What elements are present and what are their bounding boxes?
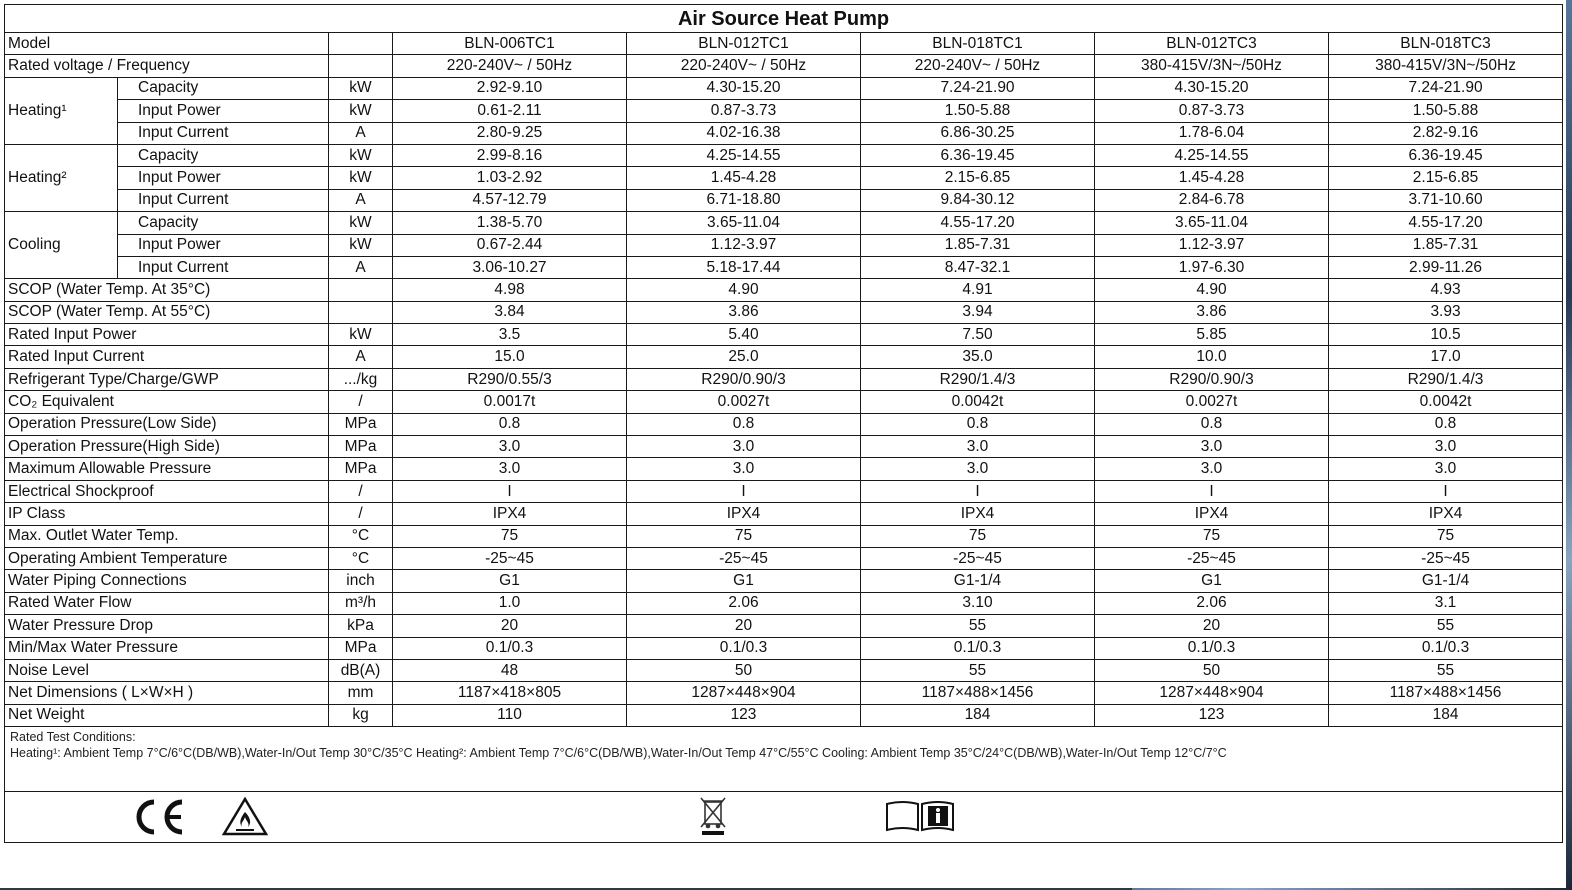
value-cell: 6.86-30.25 <box>861 122 1095 144</box>
value-cell: 220-240V~ / 50Hz <box>627 55 861 77</box>
unit-cell: kW <box>329 212 393 234</box>
row-label: Refrigerant Type/Charge/GWP <box>5 368 329 390</box>
value-cell: 1.45-4.28 <box>1095 167 1329 189</box>
value-cell: 7.24-21.90 <box>861 77 1095 99</box>
value-cell: I <box>393 480 627 502</box>
unit-cell: A <box>329 189 393 211</box>
unit-cell: °C <box>329 547 393 569</box>
unit-cell: kPa <box>329 615 393 637</box>
value-cell: 1.12-3.97 <box>1095 234 1329 256</box>
value-cell: 17.0 <box>1329 346 1563 368</box>
row-label: Noise Level <box>5 659 329 681</box>
value-cell: 1.12-3.97 <box>627 234 861 256</box>
unit-cell: MPa <box>329 436 393 458</box>
unit-cell: kW <box>329 234 393 256</box>
row-label: Operation Pressure(High Side) <box>5 436 329 458</box>
unit-cell: / <box>329 503 393 525</box>
value-cell: -25~45 <box>393 547 627 569</box>
sub-row-label: Capacity <box>118 144 329 166</box>
value-cell: -25~45 <box>861 547 1095 569</box>
sub-row-label: Capacity <box>118 77 329 99</box>
row-label: SCOP (Water Temp. At 35°C) <box>5 279 329 301</box>
value-cell: 2.15-6.85 <box>861 167 1095 189</box>
value-cell: 5.85 <box>1095 324 1329 346</box>
value-cell: G1 <box>393 570 627 592</box>
value-cell: -25~45 <box>1095 547 1329 569</box>
value-cell: 0.0027t <box>1095 391 1329 413</box>
sub-row-label: Input Current <box>118 189 329 211</box>
value-cell: 0.0042t <box>1329 391 1563 413</box>
value-cell: G1 <box>1095 570 1329 592</box>
model-name: BLN-018TC1 <box>861 33 1095 55</box>
unit-cell: MPa <box>329 458 393 480</box>
value-cell: 2.84-6.78 <box>1095 189 1329 211</box>
group-label: Heating² <box>5 144 118 211</box>
table-row <box>5 682 1563 704</box>
value-cell: 184 <box>1329 704 1563 726</box>
model-name: BLN-012TC1 <box>627 33 861 55</box>
value-cell: 2.99-8.16 <box>393 144 627 166</box>
value-cell: 1287×448×904 <box>627 682 861 704</box>
unit-cell: °C <box>329 525 393 547</box>
voltage-row <box>5 55 1563 77</box>
value-cell: 4.25-14.55 <box>1095 144 1329 166</box>
table-row <box>5 503 1563 525</box>
unit-cell: / <box>329 480 393 502</box>
row-label: Rated Water Flow <box>5 592 329 614</box>
read-manual-icon <box>884 798 956 839</box>
value-cell: 0.1/0.3 <box>1329 637 1563 659</box>
table-row <box>5 525 1563 547</box>
value-cell: 3.84 <box>393 301 627 323</box>
unit-cell: kW <box>329 100 393 122</box>
row-label: Max. Outlet Water Temp. <box>5 525 329 547</box>
value-cell: 75 <box>393 525 627 547</box>
value-cell: 3.0 <box>393 436 627 458</box>
spec-table <box>4 4 1563 843</box>
value-cell: 1.97-6.30 <box>1095 256 1329 278</box>
value-cell: 48 <box>393 659 627 681</box>
value-cell: 4.93 <box>1329 279 1563 301</box>
value-cell: 6.71-18.80 <box>627 189 861 211</box>
unit-cell: MPa <box>329 413 393 435</box>
table-row <box>5 256 1563 278</box>
value-cell: 7.50 <box>861 324 1095 346</box>
value-cell: 55 <box>861 615 1095 637</box>
value-cell: 55 <box>861 659 1095 681</box>
value-cell: 4.55-17.20 <box>861 212 1095 234</box>
value-cell: I <box>1329 480 1563 502</box>
value-cell: 1187×488×1456 <box>861 682 1095 704</box>
table-row <box>5 122 1563 144</box>
value-cell: 1.45-4.28 <box>627 167 861 189</box>
title-row <box>5 5 1563 33</box>
value-cell: R290/0.90/3 <box>1095 368 1329 390</box>
table-row <box>5 212 1563 234</box>
group-label: Heating¹ <box>5 77 118 144</box>
value-cell: 75 <box>627 525 861 547</box>
value-cell: R290/1.4/3 <box>861 368 1095 390</box>
value-cell: 0.87-3.73 <box>627 100 861 122</box>
row-label: Water Piping Connections <box>5 570 329 592</box>
value-cell: 7.24-21.90 <box>1329 77 1563 99</box>
value-cell: 3.06-10.27 <box>393 256 627 278</box>
value-cell: 75 <box>1095 525 1329 547</box>
unit-cell: A <box>329 256 393 278</box>
value-cell: 3.65-11.04 <box>1095 212 1329 234</box>
value-cell: 1287×448×904 <box>1095 682 1329 704</box>
table-row <box>5 77 1563 99</box>
value-cell: 3.86 <box>627 301 861 323</box>
sub-row-label: Input Current <box>118 256 329 278</box>
value-cell: 50 <box>627 659 861 681</box>
notes-heading: Rated Test Conditions: <box>10 730 136 745</box>
value-cell: 3.65-11.04 <box>627 212 861 234</box>
flammable-warning-icon <box>222 796 268 841</box>
value-cell: 55 <box>1329 615 1563 637</box>
value-cell: 2.99-11.26 <box>1329 256 1563 278</box>
unit-cell: kW <box>329 324 393 346</box>
value-cell: 3.86 <box>1095 301 1329 323</box>
value-cell: 0.0042t <box>861 391 1095 413</box>
unit-cell: kg <box>329 704 393 726</box>
row-label: Min/Max Water Pressure <box>5 637 329 659</box>
value-cell: 4.02-16.38 <box>627 122 861 144</box>
row-label: Water Pressure Drop <box>5 615 329 637</box>
ce-mark-icon <box>128 798 188 843</box>
value-cell: 1.03-2.92 <box>393 167 627 189</box>
value-cell: 8.47-32.1 <box>861 256 1095 278</box>
value-cell: G1-1/4 <box>1329 570 1563 592</box>
value-cell: 35.0 <box>861 346 1095 368</box>
row-label: Net Dimensions ( L×W×H ) <box>5 682 329 704</box>
unit-cell: dB(A) <box>329 659 393 681</box>
table-row <box>5 458 1563 480</box>
value-cell: 55 <box>1329 659 1563 681</box>
value-cell: 3.94 <box>861 301 1095 323</box>
value-cell: 4.90 <box>627 279 861 301</box>
row-label: Rated Input Power <box>5 324 329 346</box>
table-row <box>5 144 1563 166</box>
row-label: SCOP (Water Temp. At 55°C) <box>5 301 329 323</box>
value-cell: 3.10 <box>861 592 1095 614</box>
weee-crossed-bin-icon <box>698 794 728 843</box>
value-cell: 0.1/0.3 <box>393 637 627 659</box>
unit-cell: kW <box>329 167 393 189</box>
value-cell: 4.91 <box>861 279 1095 301</box>
value-cell: 1.50-5.88 <box>861 100 1095 122</box>
notes-text: Heating¹: Ambient Temp 7°C/6°C(DB/WB),Water-In/Out Temp 30°C/35°C Heating²: Ambient Temp 7°C/6°C(DB/WB),Water-In/Out Temp 47°C/55°C Cooling: Ambient Temp 35°C/24°C(DB/WB),Water-In/Out Temp 12°C/7°C <box>10 746 1227 761</box>
value-cell: 1.38-5.70 <box>393 212 627 234</box>
value-cell: 3.1 <box>1329 592 1563 614</box>
row-label: Maximum Allowable Pressure <box>5 458 329 480</box>
value-cell: IPX4 <box>1095 503 1329 525</box>
unit-cell <box>329 33 393 55</box>
table-row <box>5 100 1563 122</box>
model-name: BLN-018TC3 <box>1329 33 1563 55</box>
row-label: Rated voltage / Frequency <box>5 55 329 77</box>
value-cell: 3.0 <box>1095 436 1329 458</box>
value-cell: 3.71-10.60 <box>1329 189 1563 211</box>
unit-cell: .../kg <box>329 368 393 390</box>
value-cell: 0.1/0.3 <box>861 637 1095 659</box>
unit-cell: mm <box>329 682 393 704</box>
table-row <box>5 637 1563 659</box>
unit-cell: MPa <box>329 637 393 659</box>
unit-cell: kW <box>329 77 393 99</box>
value-cell: 2.80-9.25 <box>393 122 627 144</box>
value-cell: 10.5 <box>1329 324 1563 346</box>
value-cell: 2.92-9.10 <box>393 77 627 99</box>
value-cell: 380-415V/3N~/50Hz <box>1329 55 1563 77</box>
value-cell: 110 <box>393 704 627 726</box>
row-label: Model <box>5 33 329 55</box>
value-cell: 6.36-19.45 <box>861 144 1095 166</box>
value-cell: 0.8 <box>1329 413 1563 435</box>
value-cell: IPX4 <box>861 503 1095 525</box>
table-row <box>5 704 1563 726</box>
group-label: Cooling <box>5 212 118 279</box>
value-cell: 4.25-14.55 <box>627 144 861 166</box>
value-cell: 380-415V/3N~/50Hz <box>1095 55 1329 77</box>
table-row <box>5 234 1563 256</box>
value-cell: 1187×418×805 <box>393 682 627 704</box>
value-cell: 0.1/0.3 <box>1095 637 1329 659</box>
value-cell: 0.0027t <box>627 391 861 413</box>
value-cell: G1-1/4 <box>861 570 1095 592</box>
table-row <box>5 346 1563 368</box>
value-cell: 4.30-15.20 <box>627 77 861 99</box>
value-cell: 6.36-19.45 <box>1329 144 1563 166</box>
value-cell: R290/1.4/3 <box>1329 368 1563 390</box>
value-cell: 184 <box>861 704 1095 726</box>
model-name: BLN-012TC3 <box>1095 33 1329 55</box>
value-cell: 2.82-9.16 <box>1329 122 1563 144</box>
value-cell: 3.93 <box>1329 301 1563 323</box>
value-cell: 5.40 <box>627 324 861 346</box>
value-cell: 4.90 <box>1095 279 1329 301</box>
row-label: CO₂ Equivalent <box>5 391 329 413</box>
value-cell: R290/0.55/3 <box>393 368 627 390</box>
row-label: Rated Input Current <box>5 346 329 368</box>
value-cell: 0.67-2.44 <box>393 234 627 256</box>
value-cell: I <box>627 480 861 502</box>
value-cell: 123 <box>627 704 861 726</box>
table-row <box>5 659 1563 681</box>
table-row <box>5 592 1563 614</box>
value-cell: IPX4 <box>393 503 627 525</box>
value-cell: 20 <box>393 615 627 637</box>
sub-row-label: Capacity <box>118 212 329 234</box>
table-row <box>5 547 1563 569</box>
notes-row <box>5 727 1563 792</box>
value-cell: 75 <box>861 525 1095 547</box>
value-cell: 10.0 <box>1095 346 1329 368</box>
value-cell: -25~45 <box>627 547 861 569</box>
unit-cell: A <box>329 346 393 368</box>
unit-cell <box>329 55 393 77</box>
row-label: Electrical Shockproof <box>5 480 329 502</box>
value-cell: 1.85-7.31 <box>1329 234 1563 256</box>
value-cell: R290/0.90/3 <box>627 368 861 390</box>
value-cell: 3.0 <box>627 458 861 480</box>
unit-cell: inch <box>329 570 393 592</box>
value-cell: 3.0 <box>861 436 1095 458</box>
sub-row-label: Input Power <box>118 100 329 122</box>
value-cell: 3.0 <box>393 458 627 480</box>
table-row <box>5 391 1563 413</box>
table-row <box>5 279 1563 301</box>
row-label: Operating Ambient Temperature <box>5 547 329 569</box>
value-cell: 220-240V~ / 50Hz <box>393 55 627 77</box>
value-cell: 3.0 <box>1329 436 1563 458</box>
value-cell: 15.0 <box>393 346 627 368</box>
value-cell: 0.87-3.73 <box>1095 100 1329 122</box>
unit-cell <box>329 279 393 301</box>
value-cell: 1187×488×1456 <box>1329 682 1563 704</box>
value-cell: 220-240V~ / 50Hz <box>861 55 1095 77</box>
unit-cell: / <box>329 391 393 413</box>
value-cell: -25~45 <box>1329 547 1563 569</box>
value-cell: 0.1/0.3 <box>627 637 861 659</box>
value-cell: 4.98 <box>393 279 627 301</box>
value-cell: 3.0 <box>1329 458 1563 480</box>
value-cell: 1.0 <box>393 592 627 614</box>
value-cell: 1.50-5.88 <box>1329 100 1563 122</box>
value-cell: 4.55-17.20 <box>1329 212 1563 234</box>
table-row <box>5 615 1563 637</box>
value-cell: 123 <box>1095 704 1329 726</box>
table-row <box>5 189 1563 211</box>
table-row <box>5 301 1563 323</box>
value-cell: 3.5 <box>393 324 627 346</box>
table-row <box>5 324 1563 346</box>
table-row <box>5 167 1563 189</box>
table-row <box>5 570 1563 592</box>
unit-cell <box>329 301 393 323</box>
table-row <box>5 413 1563 435</box>
value-cell: 75 <box>1329 525 1563 547</box>
value-cell: 50 <box>1095 659 1329 681</box>
value-cell: 0.8 <box>393 413 627 435</box>
value-cell: 3.0 <box>627 436 861 458</box>
table-row <box>5 436 1563 458</box>
value-cell: G1 <box>627 570 861 592</box>
value-cell: I <box>1095 480 1329 502</box>
value-cell: 0.0017t <box>393 391 627 413</box>
value-cell: 4.30-15.20 <box>1095 77 1329 99</box>
sub-row-label: Input Power <box>118 234 329 256</box>
value-cell: 3.0 <box>861 458 1095 480</box>
row-label: Net Weight <box>5 704 329 726</box>
value-cell: IPX4 <box>1329 503 1563 525</box>
row-label: IP Class <box>5 503 329 525</box>
value-cell: 1.78-6.04 <box>1095 122 1329 144</box>
table-row <box>5 368 1563 390</box>
value-cell: 2.06 <box>1095 592 1329 614</box>
value-cell: IPX4 <box>627 503 861 525</box>
value-cell: 25.0 <box>627 346 861 368</box>
table-row <box>5 480 1563 502</box>
page-title: Air Source Heat Pump <box>5 5 1563 33</box>
value-cell: 20 <box>627 615 861 637</box>
model-row <box>5 33 1563 55</box>
unit-cell: kW <box>329 144 393 166</box>
value-cell: 2.15-6.85 <box>1329 167 1563 189</box>
value-cell: 4.57-12.79 <box>393 189 627 211</box>
value-cell: 20 <box>1095 615 1329 637</box>
model-name: BLN-006TC1 <box>393 33 627 55</box>
value-cell: 9.84-30.12 <box>861 189 1095 211</box>
value-cell: 5.18-17.44 <box>627 256 861 278</box>
value-cell: 0.61-2.11 <box>393 100 627 122</box>
icons-cell <box>5 792 1563 843</box>
icons-row <box>5 792 1563 843</box>
value-cell: 0.8 <box>861 413 1095 435</box>
value-cell: 1.85-7.31 <box>861 234 1095 256</box>
value-cell: 0.8 <box>1095 413 1329 435</box>
sub-row-label: Input Power <box>118 167 329 189</box>
unit-cell: A <box>329 122 393 144</box>
value-cell: 2.06 <box>627 592 861 614</box>
sub-row-label: Input Current <box>118 122 329 144</box>
value-cell: I <box>861 480 1095 502</box>
rated-test-conditions <box>8 727 1559 791</box>
row-label: Operation Pressure(Low Side) <box>5 413 329 435</box>
value-cell: 0.8 <box>627 413 861 435</box>
unit-cell: m³/h <box>329 592 393 614</box>
notes-cell <box>5 727 1563 792</box>
value-cell: 3.0 <box>1095 458 1329 480</box>
